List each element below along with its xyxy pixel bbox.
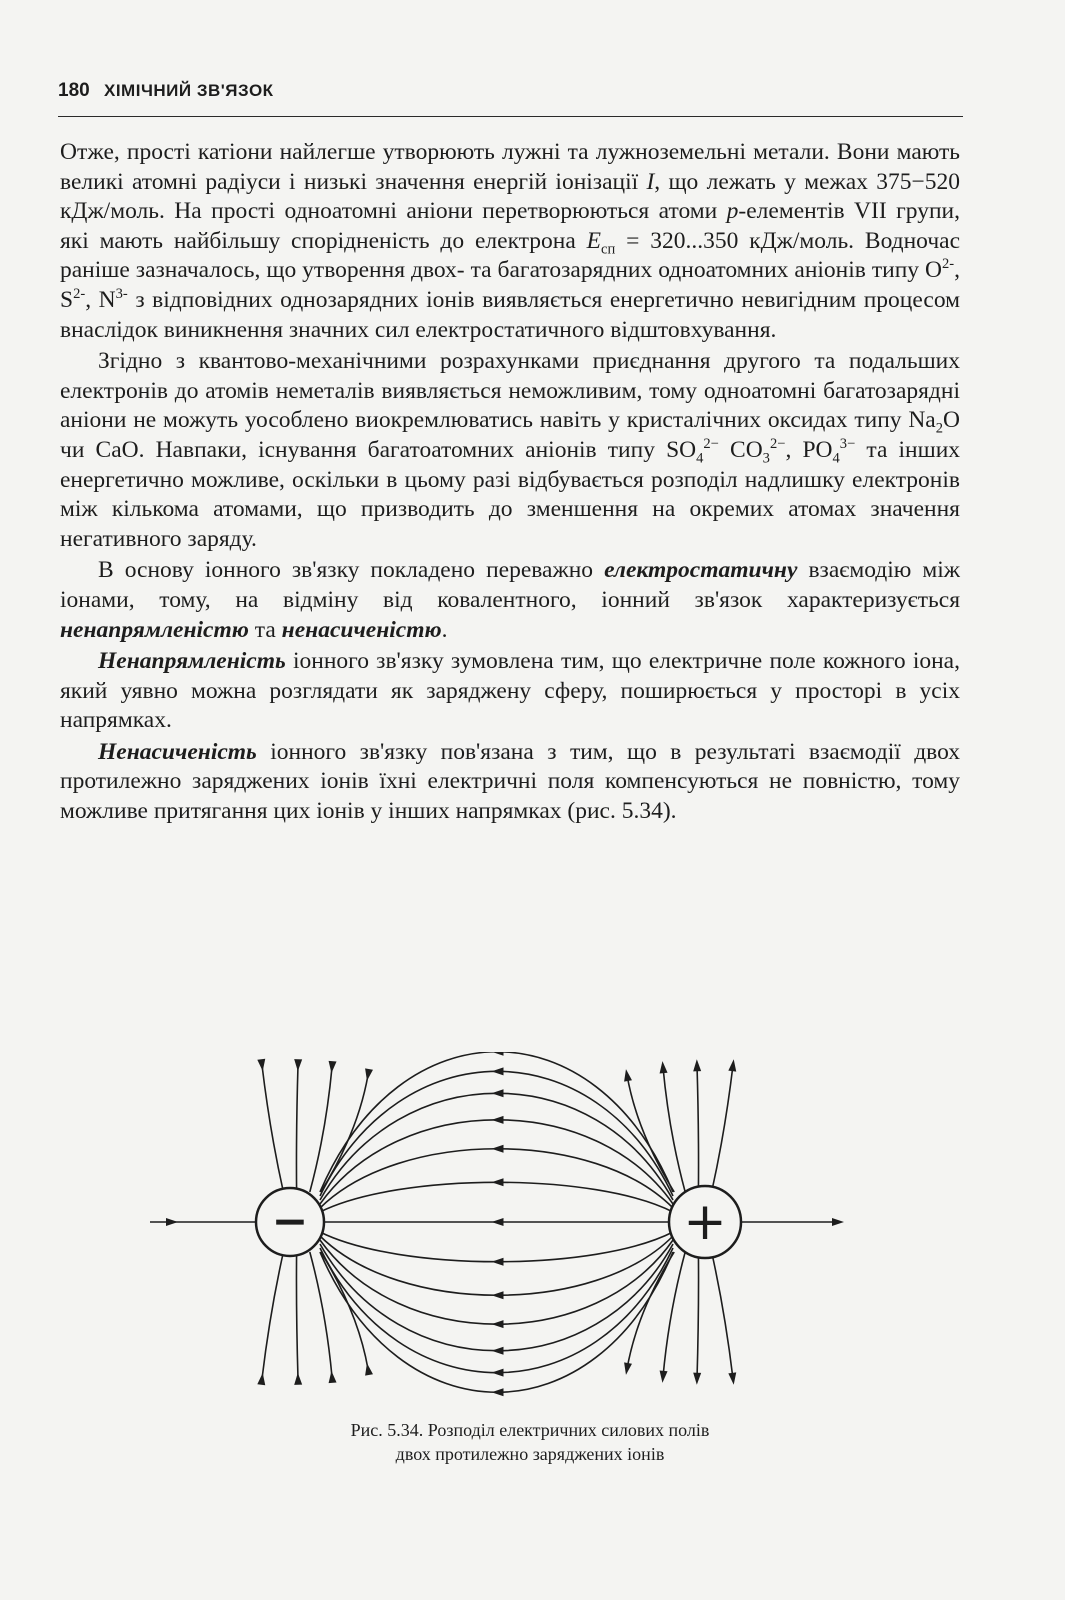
- connecting-arrow: [492, 1145, 504, 1153]
- connecting-arrow: [492, 1388, 504, 1396]
- connecting-arrow: [492, 1116, 504, 1124]
- negative-ion-sign: −: [271, 1196, 309, 1247]
- connecting-arrow: [492, 1178, 504, 1186]
- positive-outer-line: [663, 1067, 685, 1192]
- connecting-field-line: [320, 1236, 673, 1295]
- positive-outer-line: [627, 1075, 674, 1192]
- connecting-field-line: [320, 1248, 673, 1373]
- connecting-field-line: [320, 1182, 673, 1212]
- axis-arrow-mid: [492, 1218, 504, 1226]
- positive-outer-arrow: [693, 1059, 701, 1071]
- positive-outer-arrow: [728, 1059, 737, 1072]
- negative-outer-arrow: [363, 1362, 373, 1375]
- positive-outer-line: [627, 1252, 674, 1369]
- connecting-arrow: [492, 1369, 504, 1377]
- negative-outer-arrow: [327, 1061, 336, 1074]
- positive-outer-arrow: [693, 1373, 701, 1385]
- paragraph-2: Згідно з квантово-механічними розрахунками приєднання другого та подальших електронів до атомів неметалів виявляється неможливим, тому одноатомні багатозарядні аніони не можуть уособлено виокремлюватись навіть у кристалічних оксидах типу $Na_2O$ чи CaO. Навпаки, існування багатоатомних аніонів типу $SO_4^{2-}$ $CO_3^{2-}$, $PO_4^{3-}$ та інших енергетично можливе, оскільки в цьому разі відбувається розподіл надлишку електронів між кількома атомами, що призводить до зменшення на окремих атомах значення негативного заряду.: [60, 348, 961, 552]
- paragraph-4: Ненапрямленість іонного зв'язку зумовлена тим, що електричне поле кожного іона, який уявно можна розглядати як заряджену сферу, поширюється у просторі в усіх напрямках.: [60, 648, 960, 734]
- paragraph-5: Ненасиченість іонного зв'язку пов'язана з тим, що в результаті взаємодії двох протилежно заряджених іонів їхні електричні поля компенсуються не повністю, тому можливе притягання цих іонів у інших напрямках (рис. 5.34).: [60, 738, 960, 825]
- term-unsaturated: ненасиченістю: [281, 616, 442, 643]
- positive-outer-line: [663, 1252, 685, 1377]
- body-text: [60, 138, 960, 827]
- axis-arrow-right: [832, 1218, 844, 1226]
- connecting-arrow: [492, 1320, 504, 1328]
- connecting-arrow: [492, 1089, 504, 1097]
- page-header: [58, 80, 963, 117]
- field-lines-figure: [150, 1052, 910, 1412]
- positive-ion-sign: +: [683, 1192, 727, 1252]
- positive-outer-arrow: [622, 1068, 632, 1081]
- connecting-field-line: [320, 1120, 673, 1204]
- figure-caption: [180, 1418, 880, 1466]
- positive-outer-arrow: [622, 1362, 632, 1375]
- connecting-arrow: [492, 1067, 504, 1075]
- positive-outer-line: [697, 1252, 699, 1379]
- positive-outer-arrow: [658, 1370, 667, 1383]
- running-title: ХІМІЧНИЙ ЗВ'ЯЗОК: [104, 81, 274, 100]
- negative-outer-arrow: [294, 1373, 302, 1385]
- term-electrostatic: електростатичну: [604, 557, 798, 584]
- paragraph-1: Отже, прості катіони найлегше утворюють лужні та лужноземельні метали. Вони мають великі атомні радіуси і низькі значення енергій іонізації I, що лежать у межах 375−520 кДж/моль. На прості одноатомні аніони перетворюються атоми p-елементів VII групи, які мають найбільшу спорідненість до електрона $E_{сп} = 320...350$ кДж/моль. Водночас раніше зазначалось, що утворення двох- та багатозарядних одноатомних аніонів типу $O^{2-}$, $S^{2-}$, $N^{3-}$ з відповідних однозарядних іонів виявляється енергетично невигідним процесом внаслідок виникнення значних сил електростатичного відштовхування.: [60, 139, 961, 343]
- negative-outer-arrow: [363, 1068, 373, 1081]
- connecting-field-line: [320, 1071, 673, 1196]
- connecting-arrow: [492, 1258, 504, 1266]
- negative-outer-line: [296, 1252, 298, 1379]
- negative-outer-arrow: [327, 1370, 336, 1383]
- negative-outer-arrow: [294, 1059, 302, 1071]
- positive-outer-line: [697, 1065, 699, 1192]
- axis-arrow-left: [166, 1218, 178, 1226]
- connecting-arrow: [492, 1347, 504, 1355]
- paragraph-3: В основу іонного зв'язку покладено переважно електростатичну взаємодію між іонами, тому, на відміну від ковалентного, іонний зв'язок характеризується ненапрямленістю та ненасиченістю.: [60, 557, 960, 643]
- negative-outer-line: [262, 1252, 283, 1379]
- caption-line-1: Рис. 5.34. Розподіл електричних силових полів: [350, 1420, 710, 1440]
- caption-line-2: двох протилежно заряджених іонів: [395, 1444, 665, 1464]
- connecting-arrow: [492, 1291, 504, 1299]
- positive-outer-arrow: [728, 1372, 737, 1385]
- positive-outer-arrow: [658, 1061, 667, 1074]
- connecting-field-line: [320, 1149, 673, 1208]
- connecting-field-line: [320, 1240, 673, 1324]
- negative-outer-line: [262, 1065, 283, 1192]
- term-nondirectional: ненапрямленістю: [60, 616, 249, 643]
- positive-outer-line: [712, 1065, 733, 1192]
- negative-outer-line: [296, 1065, 298, 1192]
- connecting-field-line: [320, 1232, 673, 1262]
- positive-outer-line: [712, 1252, 733, 1379]
- page-number: 180: [58, 80, 90, 101]
